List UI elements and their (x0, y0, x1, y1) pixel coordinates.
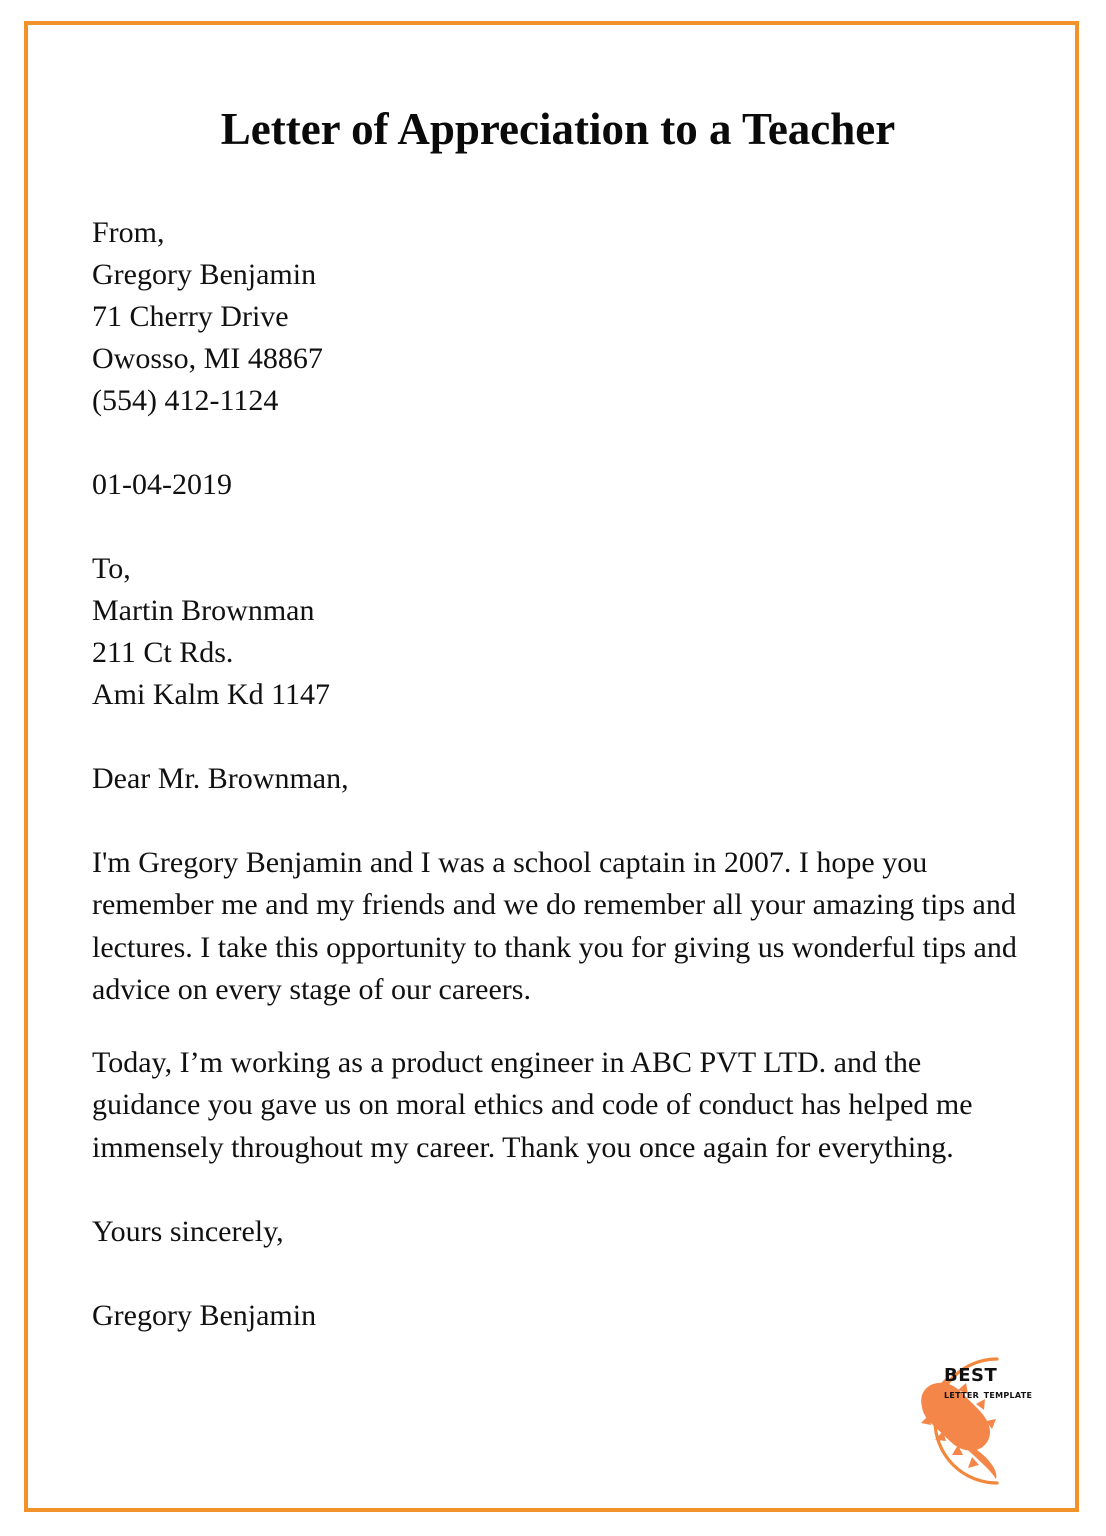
spacer-before-date (92, 422, 1024, 464)
signature-name: Gregory Benjamin (92, 1299, 317, 1333)
sender-city-state-zip: Owosso, MI 48867 (92, 341, 323, 375)
body-paragraph-2: Today, I’m working as a product engineer in ABC PVT LTD. and the guidance you gave us on moral ethics and code of conduct has helped me immensely throughout my career. Thank you once again for everything. (92, 1045, 973, 1164)
logo-wordmark (944, 1360, 1064, 1402)
brand-logo (884, 1342, 1059, 1507)
recipient-to-label: To, (92, 551, 131, 585)
spacer-after-title (92, 156, 1024, 212)
letter-date-block (92, 464, 1024, 506)
sender-phone: (554) 412-1124 (92, 383, 279, 417)
logo-tagline: letter template (944, 1387, 1033, 1401)
sender-street: 71 Cherry Drive (92, 299, 289, 333)
signature-block (92, 1295, 1024, 1337)
spacer-before-salutation (92, 716, 1024, 758)
spacer-before-closing (92, 1169, 1024, 1211)
salutation: Dear Mr. Brownman, (92, 761, 349, 795)
sender-name: Gregory Benjamin (92, 257, 317, 291)
letter-date: 01-04-2019 (92, 467, 232, 501)
sender-from-label: From, (92, 215, 165, 249)
recipient-city-line: Ami Kalm Kd 1147 (92, 677, 331, 711)
letter-content (92, 104, 1024, 1337)
spacer-before-signature (92, 1253, 1024, 1295)
sender-address-block (92, 212, 1024, 422)
recipient-address-block (92, 548, 1024, 716)
salutation-block (92, 758, 1024, 800)
spacer-between-paragraphs (92, 1012, 1024, 1042)
logo-brand-name: best (944, 1358, 998, 1387)
body-paragraph-1: I'm Gregory Benjamin and I was a school captain in 2007. I hope you remember me and my friends and we do remember all your amazing tips and lectures. I take this opportunity to thank you for giving us wonderful tips and advice on every stage of our careers. (92, 845, 1017, 1007)
spacer-before-recipient (92, 506, 1024, 548)
closing-salutation: Yours sincerely, (92, 1215, 284, 1249)
closing-block (92, 1211, 1024, 1253)
recipient-name: Martin Brownman (92, 593, 315, 627)
recipient-street: 211 Ct Rds. (92, 635, 234, 669)
spacer-before-body-1 (92, 800, 1024, 842)
page-title: Letter of Appreciation to a Teacher (220, 104, 896, 154)
